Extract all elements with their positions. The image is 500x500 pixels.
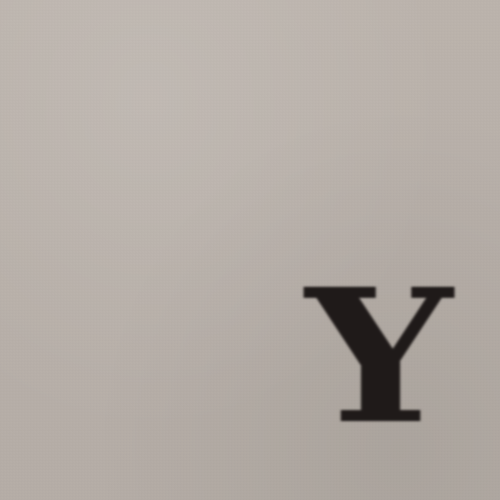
serif-letter-y: Y: [305, 249, 453, 466]
